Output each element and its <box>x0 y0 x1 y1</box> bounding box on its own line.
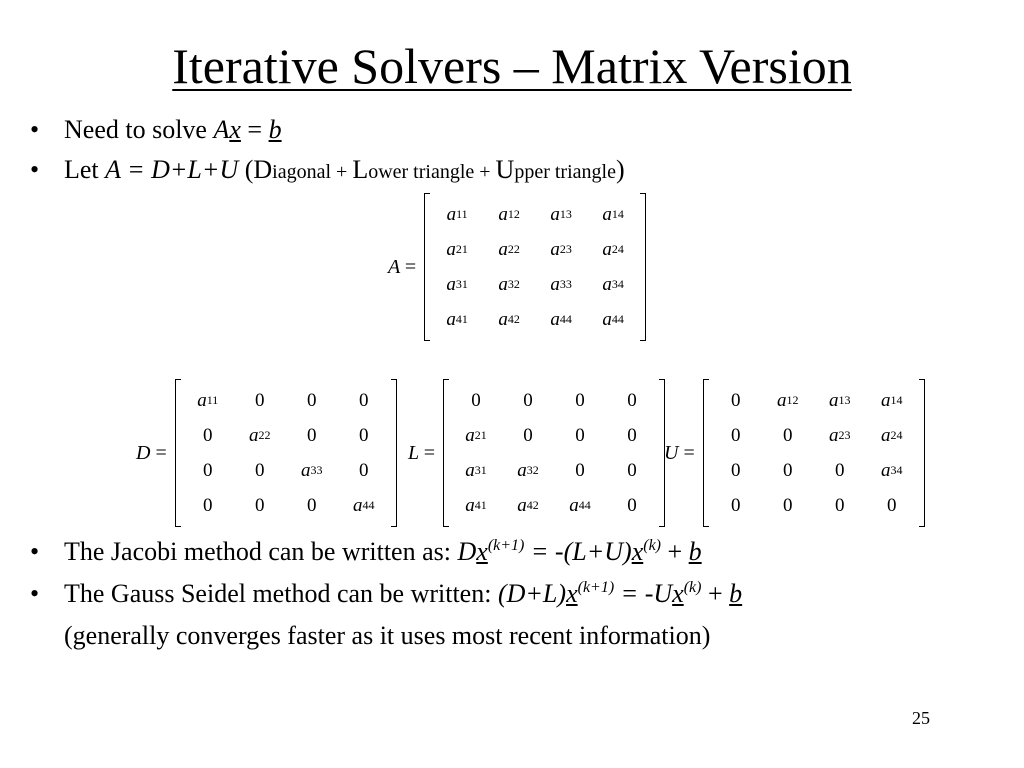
matrix-a-cell: a 14 <box>602 203 624 225</box>
matrix-u-cell: 0 <box>834 494 845 516</box>
matrix-l-cell: 0 <box>627 494 637 516</box>
matrix-l-cell: 0 <box>471 389 481 411</box>
matrix-a-cell: a 44 <box>602 308 624 330</box>
matrix-d-cell: 0 <box>358 424 369 446</box>
slide-title: Iterative Solvers – Matrix Version <box>172 38 852 94</box>
matrix-l-cell: 0 <box>523 389 533 411</box>
matrix-u-cell: 0 <box>834 459 845 481</box>
matrix-a-cell: a 31 <box>446 273 468 295</box>
matrix-a-cell: a 21 <box>446 238 468 260</box>
matrix-u-cell: a 14 <box>880 389 903 411</box>
matrix-l-cell: 0 <box>575 389 585 411</box>
matrix-l-cell: a 44 <box>569 494 591 516</box>
matrix-u-cell: 0 <box>782 424 793 446</box>
matrix-d-cell: 0 <box>306 494 317 516</box>
bullet-gauss-seidel: • The Gauss Seidel method can be written: $(D+L)x^{(k+1)} = -Ux^{(k)} + b$ <box>30 579 743 608</box>
bullet-dot: • <box>30 579 40 608</box>
matrix-d-cell: a 22 <box>248 424 271 446</box>
matrix-l-cell: 0 <box>627 459 637 481</box>
matrix-u-cell: a 13 <box>828 389 851 411</box>
matrix-a-cell: a 22 <box>498 238 520 260</box>
matrix-a-cell: a 11 <box>446 203 468 225</box>
matrix-a-label: A <box>388 255 400 278</box>
matrix-a-cell: a 32 <box>498 273 520 295</box>
matrix-u-cell: a 34 <box>880 459 903 481</box>
matrix-l-label: L <box>408 441 419 464</box>
matrix-u-cell: 0 <box>730 424 741 446</box>
matrix-d-cell: 0 <box>254 389 265 411</box>
matrix-u-block: U = 0 a 12 a 13 a 14 0 0 a 23 a 24 0 0 0 a 34 0 0 0 0 <box>664 379 925 527</box>
matrix-l-cell: 0 <box>575 424 585 446</box>
matrix-d-cell: 0 <box>202 424 213 446</box>
matrix-d-cell: 0 <box>358 459 369 481</box>
matrix-a <box>424 193 646 341</box>
matrix-d-cell: 0 <box>254 494 265 516</box>
matrix-a-cell: a 12 <box>498 203 520 225</box>
matrix-u-cell: 0 <box>782 494 793 516</box>
matrix-u <box>703 379 925 527</box>
matrix-u-cell: 0 <box>782 459 793 481</box>
matrix-l-cell: a 32 <box>517 459 539 481</box>
matrix-d-cell: a 44 <box>352 494 375 516</box>
matrix-a-cell: a 24 <box>602 238 624 260</box>
gauss-seidel-note: (generally converges faster as it uses most recent information) <box>64 621 711 650</box>
bullet-jacobi: • The Jacobi method can be written as: $Dx^{(k+1)} = -(L+U)x^{(k)} + b$ <box>30 537 702 566</box>
bullet-need-to-solve: • Need to solve Ax = b <box>30 115 282 144</box>
matrix-l <box>443 379 665 527</box>
matrix-u-cell: 0 <box>730 389 741 411</box>
matrix-l-cell: a 42 <box>517 494 539 516</box>
matrix-d-cell: 0 <box>254 459 265 481</box>
matrix-a-cell: a 34 <box>602 273 624 295</box>
matrix-a-cell: a 33 <box>550 273 572 295</box>
matrix-l-block: L = 0 0 0 0 a 21 0 0 0 a 31 a 32 0 0 a 41 a 42 a 44 0 <box>408 379 665 527</box>
matrix-a-cell: a 44 <box>550 308 572 330</box>
matrix-a-cell: a 13 <box>550 203 572 225</box>
page-number: 25 <box>912 708 930 728</box>
matrix-d-cell: 0 <box>202 459 213 481</box>
matrix-u-cell: 0 <box>730 494 741 516</box>
matrix-l-cell: a 31 <box>465 459 487 481</box>
bullet-dot: • <box>30 115 40 144</box>
matrix-l-cell: 0 <box>523 424 533 446</box>
matrix-l-cell: 0 <box>575 459 585 481</box>
matrix-a-cell: a 41 <box>446 308 468 330</box>
matrix-l-cell: 0 <box>627 424 637 446</box>
matrix-d-cell: 0 <box>306 424 317 446</box>
matrix-d <box>175 379 397 527</box>
matrix-d-cell: 0 <box>358 389 369 411</box>
matrix-d-cell: 0 <box>202 494 213 516</box>
matrix-l-cell: 0 <box>627 389 637 411</box>
matrix-d-cell: a 11 <box>197 389 219 411</box>
matrix-a-cell: a 42 <box>498 308 520 330</box>
bullet-dot: • <box>30 155 40 184</box>
matrix-u-cell: a 12 <box>776 389 799 411</box>
matrix-d-cell: 0 <box>306 389 317 411</box>
matrix-u-label: U <box>664 441 679 464</box>
matrix-a-block: A = a 11 a 12 a 13 a 14 a 21 a 22 a 23 a 24 a 31 a 32 a 33 a 34 a 41 a 42 a 44 a 44 <box>388 193 646 341</box>
matrix-u-cell: 0 <box>730 459 741 481</box>
bullet-let-a: • Let A = D+L+U (Diagonal + Lower triangle + Upper triangle) <box>30 155 625 184</box>
matrix-l-cell: a 21 <box>465 424 487 446</box>
matrix-u-cell: 0 <box>886 494 897 516</box>
matrix-a-cell: a 23 <box>550 238 572 260</box>
matrix-l-cell: a 41 <box>465 494 487 516</box>
matrix-d-label: D <box>136 441 151 464</box>
matrix-u-cell: a 24 <box>880 424 903 446</box>
matrix-u-cell: a 23 <box>828 424 851 446</box>
bullet-dot: • <box>30 537 40 566</box>
matrix-d-cell: a 33 <box>300 459 323 481</box>
matrix-d-block: D = a 11 0 0 0 0 a 22 0 0 0 0 a 33 0 0 0 0 a 44 <box>136 379 397 527</box>
